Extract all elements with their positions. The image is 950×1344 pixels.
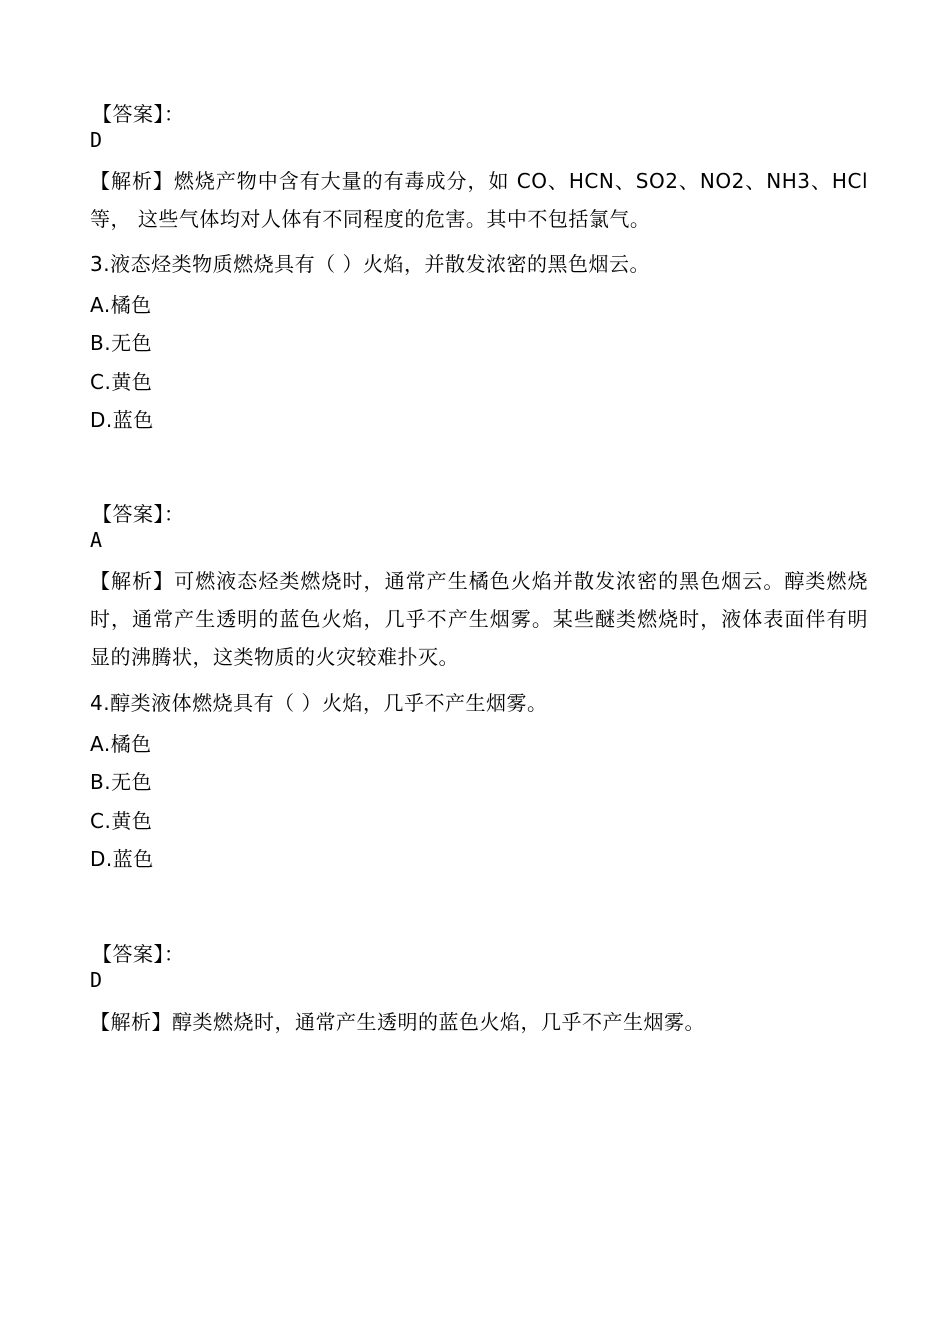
answer-value: D: [90, 968, 103, 992]
answer-label: 【答案】：: [92, 502, 185, 526]
analysis-text: 【解析】燃烧产物中含有大量的有毒成分，如 CO、HCN、SO2、NO2、NH3、HCl 等， 这些气体均对人体有不同程度的危害。其中不包括氯气。: [90, 169, 868, 231]
option-b: B.无色: [90, 770, 153, 794]
analysis-text: 【解析】醇类燃烧时，通常产生透明的蓝色火焰，几乎不产生烟雾。: [90, 1010, 705, 1034]
answer-label: 【答案】：: [92, 102, 185, 126]
option-b: B.无色: [90, 331, 153, 355]
question-text: 4.醇类液体燃烧具有（ ）火焰，几乎不产生烟雾。: [90, 691, 548, 715]
option-a: A.橘色: [90, 732, 152, 756]
option-a: A.橘色: [90, 293, 152, 317]
question-text: 3.液态烃类物质燃烧具有（ ）火焰，并散发浓密的黑色烟云。: [90, 252, 650, 276]
option-d: D.蓝色: [90, 847, 154, 871]
answer-label: 【答案】：: [92, 942, 185, 966]
option-c: C.黄色: [90, 809, 153, 833]
option-d: D.蓝色: [90, 408, 154, 432]
option-c: C.黄色: [90, 370, 153, 394]
answer-value: A: [90, 528, 103, 552]
answer-value: D: [90, 128, 103, 152]
analysis-text: 【解析】可燃液态烃类燃烧时，通常产生橘色火焰并散发浓密的黑色烟云。醇类燃烧时，通常产生透明的蓝色火焰，几乎不产生烟雾。某些醚类燃烧时，液体表面伴有明显的沸腾状，这类物质的火灾较难扑灭。: [90, 569, 868, 669]
